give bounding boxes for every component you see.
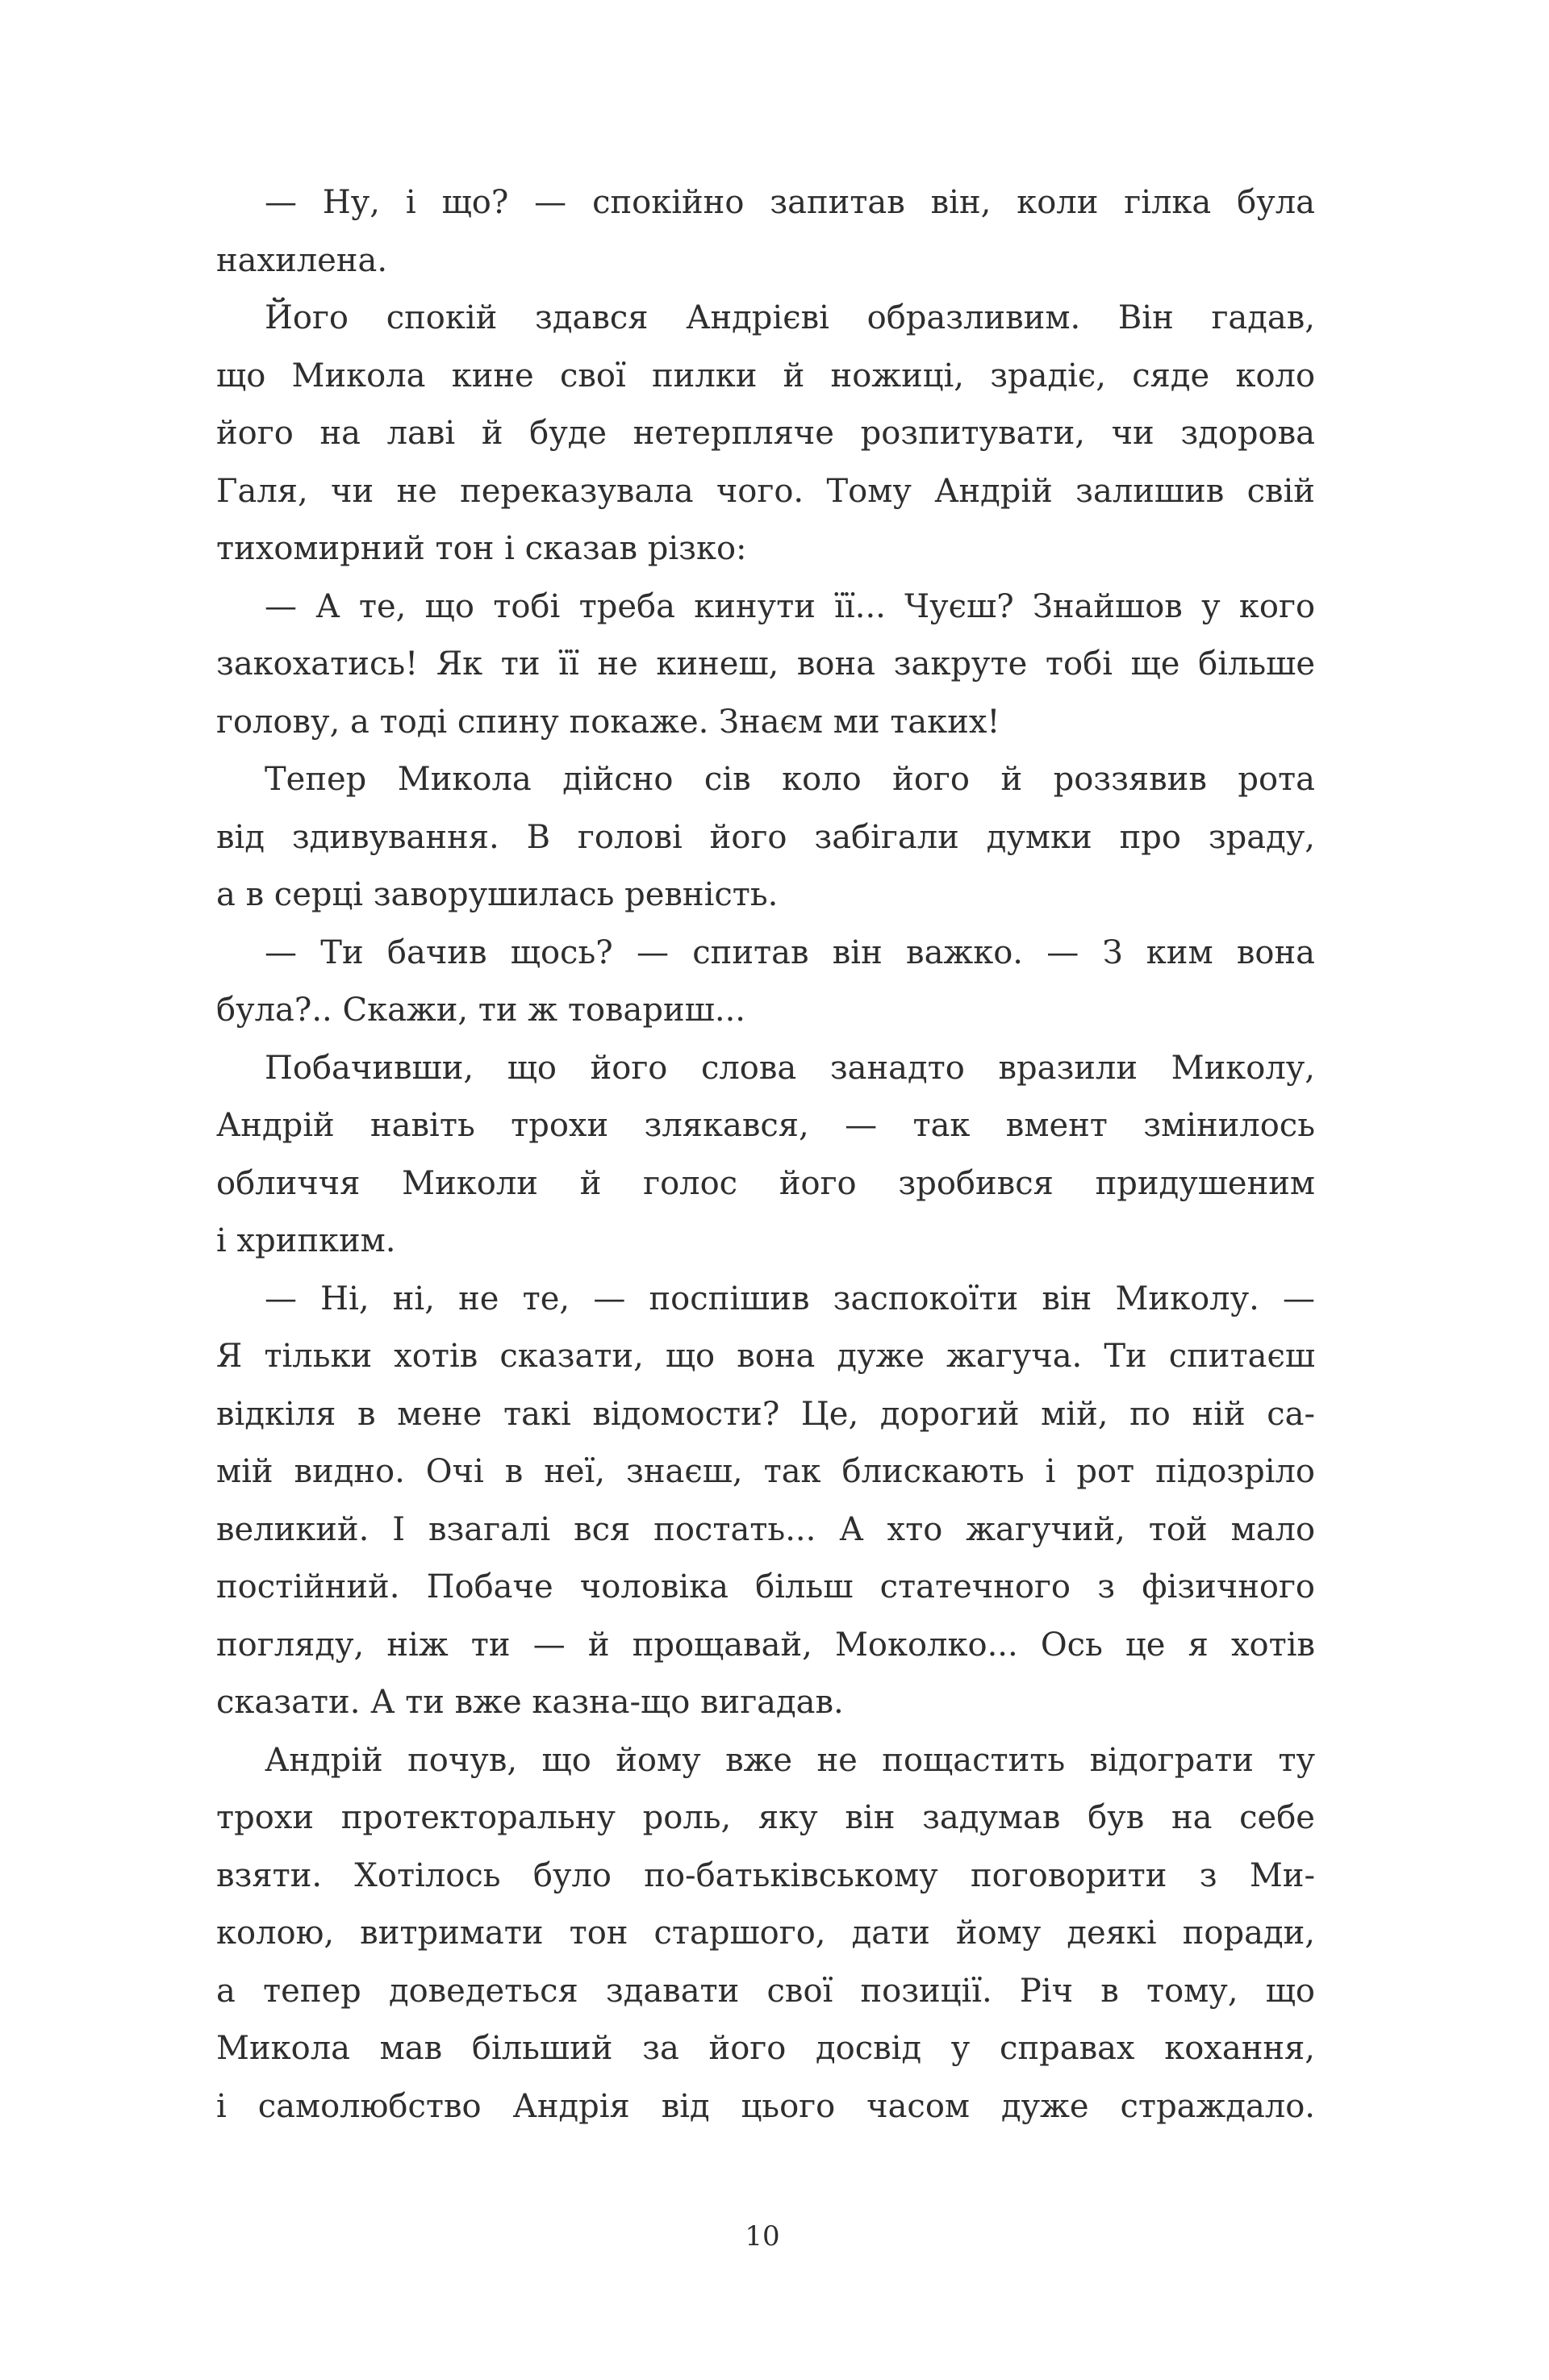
text-line: погляду, ніж ти — й прощавай, Моколко... Ось це я хотів: [216, 1626, 1316, 1664]
text-line: великий. І взагалі вся постать... А хто жагучий, той мало: [216, 1510, 1316, 1548]
text-line: а в серці заворушилась ревність.: [216, 876, 779, 913]
text-line: взяти. Хотілось було по-батьківському поговорити з Ми-: [216, 1856, 1315, 1894]
text-line: постійний. Побаче чоловіка більш статечного з фізичного: [216, 1568, 1315, 1605]
text-line: що Микола кине свої пилки й ножиці, зрадіє, сяде коло: [216, 357, 1316, 395]
text-line: Я тільки хотів сказати, що вона дуже жагуча. Ти спитаєш: [216, 1338, 1316, 1375]
text-line: Галя, чи не переказувала чого. Тому Андрій залишив свій: [216, 472, 1315, 510]
text-line: Микола мав більший за його досвід у справах кохання,: [216, 2030, 1315, 2067]
text-line: відкіля в мене такі відомости? Це, дорогий мій, по ній са-: [216, 1395, 1316, 1433]
text-line: трохи протекторальну роль, яку він задумав був на себе: [216, 1799, 1315, 1836]
text-line: — А те, що тобі треба кинути її... Чуєш? Знайшов у кого: [265, 587, 1316, 625]
text-line: а тепер доведеться здавати свої позиції. Річ в тому, що: [216, 1972, 1315, 2010]
text-line: від здивування. В голові його забігали думки про зраду,: [216, 818, 1316, 856]
page-number: [0, 2220, 1549, 2253]
text-line: нахилена.: [216, 241, 388, 279]
text-line: Андрій навіть трохи злякався, — так вмент змінилось: [216, 1107, 1315, 1144]
text-line: була?.. Скажи, ти ж товариш...: [216, 992, 745, 1029]
text-line: сказати. А ти вже казна-що вигадав.: [216, 1684, 844, 1721]
page-number-label: 10: [745, 2220, 780, 2253]
text-line: — Ну, і що? — спокійно запитав він, коли гілка була: [265, 184, 1316, 221]
text-line: закохатись! Як ти її не кинеш, вона закруте тобі ще більше: [216, 645, 1316, 683]
text-line: обличчя Миколи й голос його зробився придушеним: [216, 1164, 1315, 1202]
text-line: і самолюбство Андрія від цього часом дуже страждало.: [216, 2087, 1315, 2125]
text-line: Побачивши, що його слова занадто вразили Миколу,: [265, 1049, 1315, 1087]
body-text: [216, 174, 1315, 2136]
text-line: Андрій почув, що йому вже не пощастить відограти ту: [265, 1741, 1315, 1779]
text-line: Його спокій здався Андрієві образливим. Він гадав,: [265, 299, 1315, 336]
text-line: мій видно. Очі в неї, знаєш, так блискають і рот підозріло: [216, 1453, 1315, 1490]
text-line: — Ти бачив щось? — спитав він важко. — З ким вона: [265, 933, 1315, 971]
text-line: його на лаві й буде нетерпляче розпитувати, чи здорова: [216, 415, 1315, 452]
text-line: і хрипким.: [216, 1222, 396, 1259]
text-line: — Ні, ні, не те, — поспішив заспокоїти він Миколу. —: [265, 1280, 1316, 1317]
text-line: Тепер Микола дійсно сів коло його й роззявив рота: [265, 761, 1315, 798]
text-line: колою, витримати тон старшого, дати йому деякі поради,: [216, 1914, 1315, 1952]
text-line: голову, а тоді спину покаже. Знаєм ми таких!: [216, 703, 1000, 741]
text-line: тихомирний тон і сказав різко:: [216, 530, 747, 567]
